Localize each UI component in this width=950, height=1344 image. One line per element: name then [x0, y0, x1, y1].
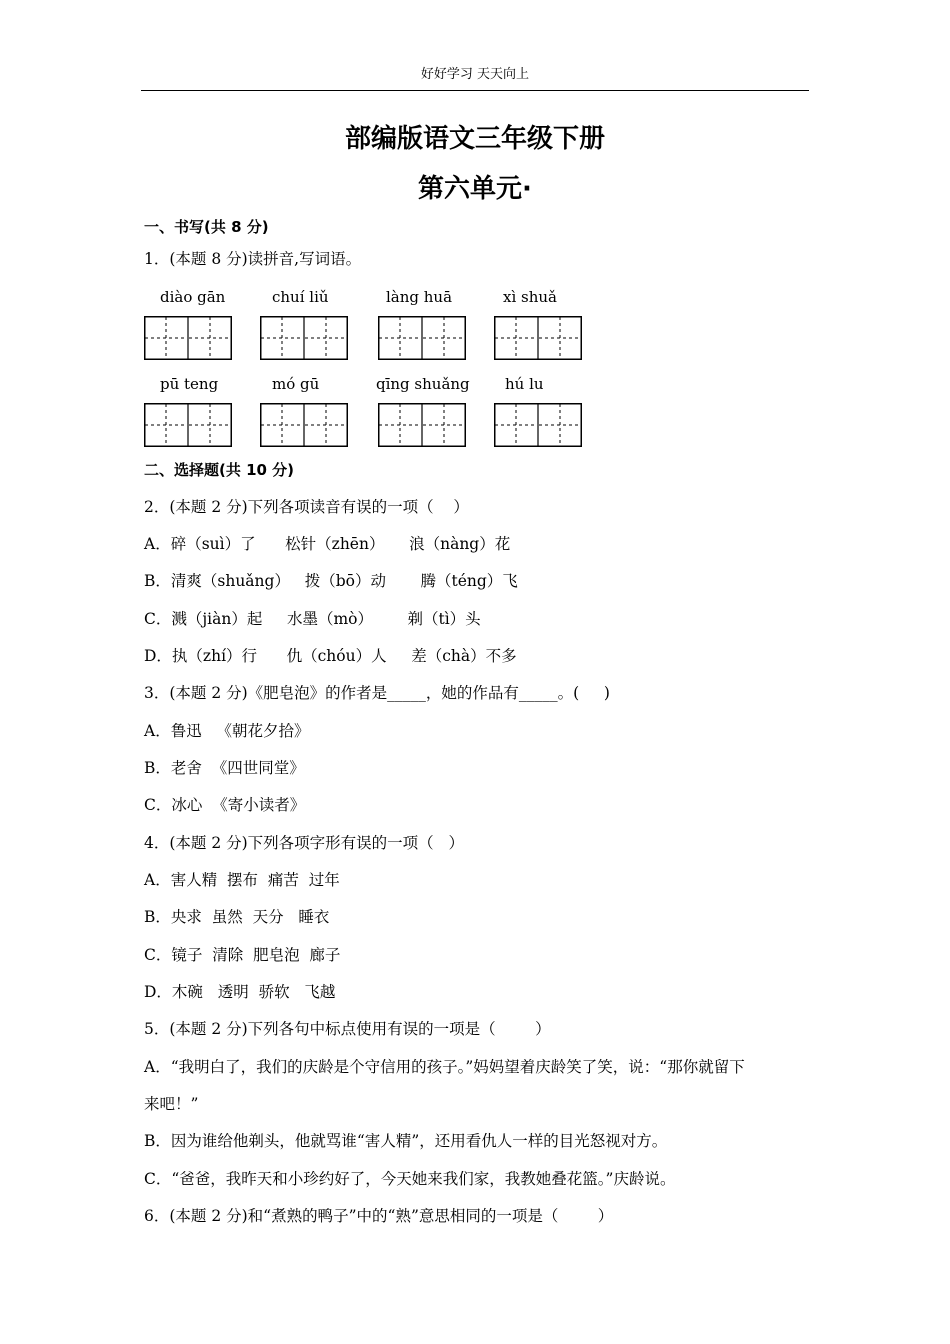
writing-grid[interactable]: [260, 403, 348, 447]
pinyin-label: chuí liǔ: [272, 288, 329, 306]
question-2-stem: 2．(本题 2 分)下列各项读音有误的一项（ ）: [144, 498, 469, 516]
writing-grid[interactable]: [260, 316, 348, 360]
document-subtitle: 第六单元·: [418, 174, 532, 204]
question-3-option-b[interactable]: B．老舍 《四世同堂》: [144, 759, 305, 777]
pinyin-label: xì shuǎ: [503, 288, 557, 306]
writing-grid[interactable]: [494, 316, 582, 360]
question-3-option-a[interactable]: A．鲁迅 《朝花夕拾》: [144, 722, 310, 740]
question-4-option-a[interactable]: A．害人精 摆布 痛苦 过年: [144, 871, 340, 889]
pinyin-label: qīng shuǎng: [376, 375, 470, 393]
question-5-option-a[interactable]: A．“我明白了，我们的庆龄是个守信用的孩子。”妈妈望着庆龄笑了笑，说：“那你就留下: [144, 1058, 745, 1076]
question-3-option-c[interactable]: C．冰心 《寄小读者》: [144, 796, 306, 814]
question-2-option-a[interactable]: A．碎（suì）了 松针（zhēn） 浪（nàng）花: [144, 535, 511, 553]
pinyin-label: hú lu: [505, 375, 544, 393]
document-title: 部编版语文三年级下册: [344, 124, 605, 154]
question-3-stem: 3．(本题 2 分)《肥皂泡》的作者是_____，她的作品有_____。( ): [144, 684, 610, 702]
question-4-option-d[interactable]: D．木碗 透明 骄软 飞越: [144, 983, 336, 1001]
writing-grid[interactable]: [378, 316, 466, 360]
question-2-option-c[interactable]: C．溅（jiàn）起 水墨（mò） 剃（tì）头: [144, 610, 481, 628]
question-5-stem: 5．(本题 2 分)下列各句中标点使用有误的一项是（ ）: [144, 1020, 551, 1038]
section-heading-choice: 二、选择题(共 10 分): [144, 461, 295, 479]
question-4-stem: 4．(本题 2 分)下列各项字形有误的一项（ ）: [144, 834, 464, 852]
pinyin-label: làng huā: [386, 288, 453, 306]
question-5-option-b[interactable]: B．因为谁给他剃头，他就骂谁“害人精”，还用看仇人一样的目光怒视对方。: [144, 1132, 668, 1150]
question-4-option-c[interactable]: C．镜子 清除 肥皂泡 廊子: [144, 946, 341, 964]
question-2-option-b[interactable]: B．清爽（shuǎng） 拨（bō）动 腾（téng）飞: [144, 572, 518, 590]
writing-grid[interactable]: [144, 403, 232, 447]
pinyin-label: pū teng: [160, 375, 219, 393]
writing-grid[interactable]: [378, 403, 466, 447]
question-1-stem: 1．(本题 8 分)读拼音,写词语。: [144, 250, 362, 268]
pinyin-label: mó gū: [272, 375, 320, 393]
pinyin-label: diào gān: [160, 288, 226, 306]
question-5-option-c[interactable]: C．“爸爸，我昨天和小珍约好了，今天她来我们家，我教她叠花篮。”庆龄说。: [144, 1170, 676, 1188]
question-4-option-b[interactable]: B．央求 虽然 天分 睡衣: [144, 908, 330, 926]
question-5-option-a-continued: 来吧！”: [144, 1095, 199, 1113]
writing-grid[interactable]: [494, 403, 582, 447]
question-6-stem: 6．(本题 2 分)和“煮熟的鸭子”中的“熟”意思相同的一项是（ ）: [144, 1207, 614, 1225]
section-heading-writing: 一、书写(共 8 分): [144, 218, 269, 236]
writing-grid[interactable]: [144, 316, 232, 360]
page-header: 好好学习 天天向上: [141, 62, 809, 91]
question-2-option-d[interactable]: D．执（zhí）行 仇（chóu）人 差（chà）不多: [144, 647, 517, 665]
